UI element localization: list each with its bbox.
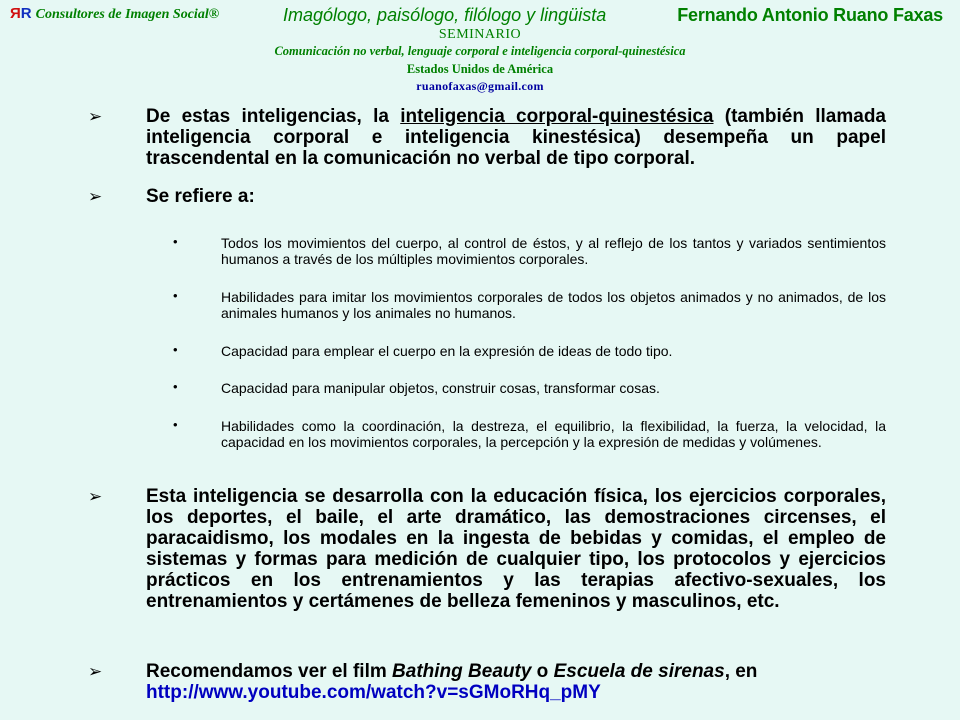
film-title-1: Bathing Beauty <box>392 661 532 682</box>
arrow-bullet-icon: ➢ <box>88 487 103 507</box>
underlined-term: inteligencia corporal-quinestésica <box>400 106 714 127</box>
contact-email[interactable]: ruanofaxas@gmail.com <box>416 79 544 93</box>
sub-item-text: Capacidad para emplear el cuerpo en la expresión de ideas de todo tipo. <box>221 343 673 359</box>
bullet-dot-icon: • <box>173 342 178 357</box>
arrow-bullet-icon: ➢ <box>88 662 103 682</box>
brand-name: Consultores de Imagen Social® <box>35 7 220 22</box>
paragraph-development: Esta inteligencia se desarrolla con la educación física, los ejercicios corporales, los deportes, el baile, el arte dramático, las demostraciones circenses, el paracaidismo, los modales en la ingesta de bebidas y comidas, el empleo de sistemas y formas para medición de cualquier tipo, los protocolos y ejercicios prácticos en los entrenamientos y las terapias afectivo-sexuales, los entrenamientos y certámenes de belleza femeninos y masculinos, etc. <box>146 486 886 612</box>
paragraph-intro-start: De estas inteligencias, la <box>146 106 401 127</box>
bullet-dot-icon: • <box>173 417 178 432</box>
logo-letter-r-reversed: Я <box>10 5 21 22</box>
bullet-dot-icon: • <box>173 234 178 249</box>
paragraph-recommendation <box>146 661 886 703</box>
seminar-label: SEMINARIO <box>438 27 522 42</box>
arrow-bullet-icon: ➢ <box>88 187 103 207</box>
recommendation-end: , en <box>724 661 758 682</box>
sub-item-text: Capacidad para manipular objetos, construir cosas, transformar cosas. <box>221 380 660 396</box>
sub-item-text: Habilidades para imitar los movimientos corporales de todos los objetos animados y no animados, de los animales humanos y los animales no humanos. <box>221 289 886 321</box>
paragraph-intro-end: (también llamada inteligencia corporal e inteligencia kinestésica) desempeña un papel trascendental en la comunicación no verbal de tipo corporal. <box>146 106 886 169</box>
recommendation-middle: o <box>531 661 554 682</box>
youtube-link[interactable]: http://www.youtube.com/watch?v=sGMoRHq_pMY <box>146 682 601 703</box>
bullet-dot-icon: • <box>173 379 178 394</box>
bullet-dot-icon: • <box>173 288 178 303</box>
film-title-2: Escuela de sirenas <box>553 661 725 682</box>
paragraph-intro <box>146 106 886 169</box>
seminar-subtitle: Comunicación no verbal, lenguaje corporal e inteligencia corporal-quinestésica <box>274 44 686 58</box>
brand-logo <box>10 5 32 22</box>
sub-item-text: Habilidades como la coordinación, la destreza, el equilibrio, la flexibilidad, la fuerza, la velocidad, la capacidad en los movimientos corporales, la percepción y la expresión de medidas y volúmenes. <box>221 418 886 450</box>
header-tagline: Imagólogo, paisólogo, filólogo y lingüista <box>283 5 607 25</box>
header-top-line <box>10 5 955 29</box>
slide-header <box>0 0 960 100</box>
country-label: Estados Unidos de América <box>406 62 554 76</box>
sub-item-text: Todos los movimientos del cuerpo, al control de éstos, y al reflejo de los tantos y variados sentimientos humanos a través de los múltiples movimientos corporales. <box>221 235 886 267</box>
author-name: Fernando Antonio Ruano Faxas <box>677 5 943 25</box>
logo-letter-r: R <box>20 5 32 22</box>
paragraph-refers-to: Se refiere a: <box>146 186 255 207</box>
recommendation-start: Recomendamos ver el film <box>146 661 393 682</box>
arrow-bullet-icon: ➢ <box>88 107 103 127</box>
